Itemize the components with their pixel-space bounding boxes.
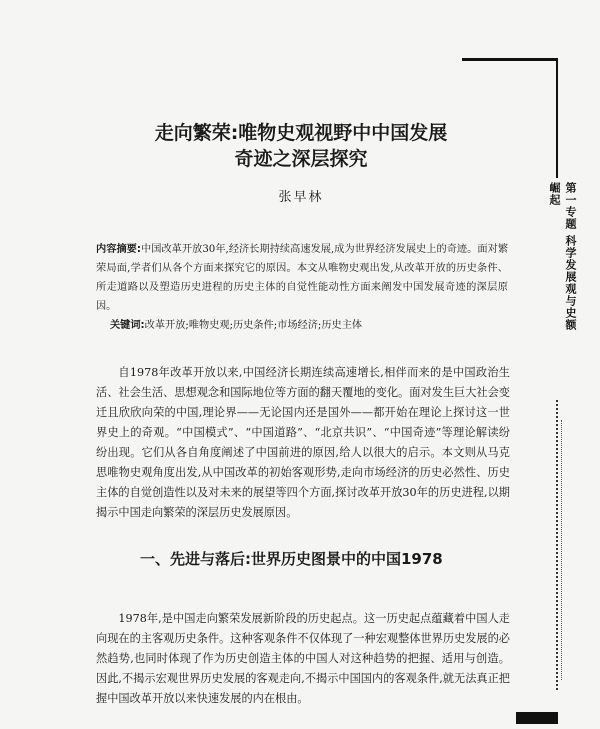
body-paragraph-1: 自1978年改革开放以来,中国经济长期连续高速增长,相伴而来的是中国政治生活、社会生活、思想观念和国际地位等方面的翻天覆地的变化。面对发生巨大社会变迁且欣欣向荣的中国,理论界——无论国内还是国外——都开始在理论上探讨这一世界史上的奇观。“中国模式”、“中国道路”、“北京共识”、“中国奇迹”等理论解读纷纷出现。它们从各自角度阐述了中国前进的原因,给人以很大的启示。本文则从马克思唯物史观角度出发,从中国改革的初始客观形势,走向市场经济的历史必然性、历史主体的自觉创造性以及对未来的展望等四个方面,探讨改革开放30年的历史进程,以期揭示中国走向繁荣的深层历史发展原因。: [96, 366, 510, 520]
side-unit-label: 第一专题: [564, 182, 577, 230]
abstract-text: 中国改革开放30年,经济长期持续高速发展,成为世界经济发展史上的奇迹。面对繁荣局面,学者们从各个方面来探究它的原因。本文从唯物史观出发,从改革开放的历史条件、所走道路以及塑造历史进程的历史主体的自觉性能动性方面来阐发中国发展奇迹的深层原因。: [96, 244, 509, 312]
author-name: 张早林: [278, 190, 324, 205]
title-line-2: 奇迹之深层探究: [234, 148, 368, 170]
margin-dotted-rule: [556, 400, 558, 690]
body-paragraph-2: 1978年,是中国走向繁荣发展新阶段的历史起点。这一历史起点蕴藏着中国人走向现在的主客观历史条件。这种客观条件不仅体现了一种宏观整体世界历史发展的必然趋势,也同时体现了作为历史创造主体的中国人对这种趋势的把握、适用与创造。因此,不揭示宏观世界历史发展的客观走向,不揭示中国国内的客观条件,就无法真正把握中国改革开放以来快速发展的内在根由。: [96, 612, 510, 706]
abstract-label: 内容摘要:: [96, 244, 141, 255]
keywords-block: [110, 318, 510, 334]
keywords-label: 关键词:: [110, 320, 145, 331]
keywords-text: 改革开放;唯物史观;历史条件;市场经济;历史主体: [144, 320, 363, 331]
page-folio-tab: [516, 712, 558, 724]
side-topic-label: 科学发展观与史额崛起: [548, 182, 577, 331]
section-heading-1: 一、先进与落后:世界历史图景中的中国1978: [140, 550, 443, 568]
abstract-block: [96, 240, 508, 316]
margin-rule: [556, 60, 558, 178]
title-line-1: 走向繁荣:唯物史观视野中中国发展: [154, 122, 448, 144]
side-section-label: [538, 182, 578, 342]
article-title: [96, 120, 506, 172]
header-rule: [462, 58, 558, 61]
margin-dotted-rule-inner: [561, 420, 562, 680]
